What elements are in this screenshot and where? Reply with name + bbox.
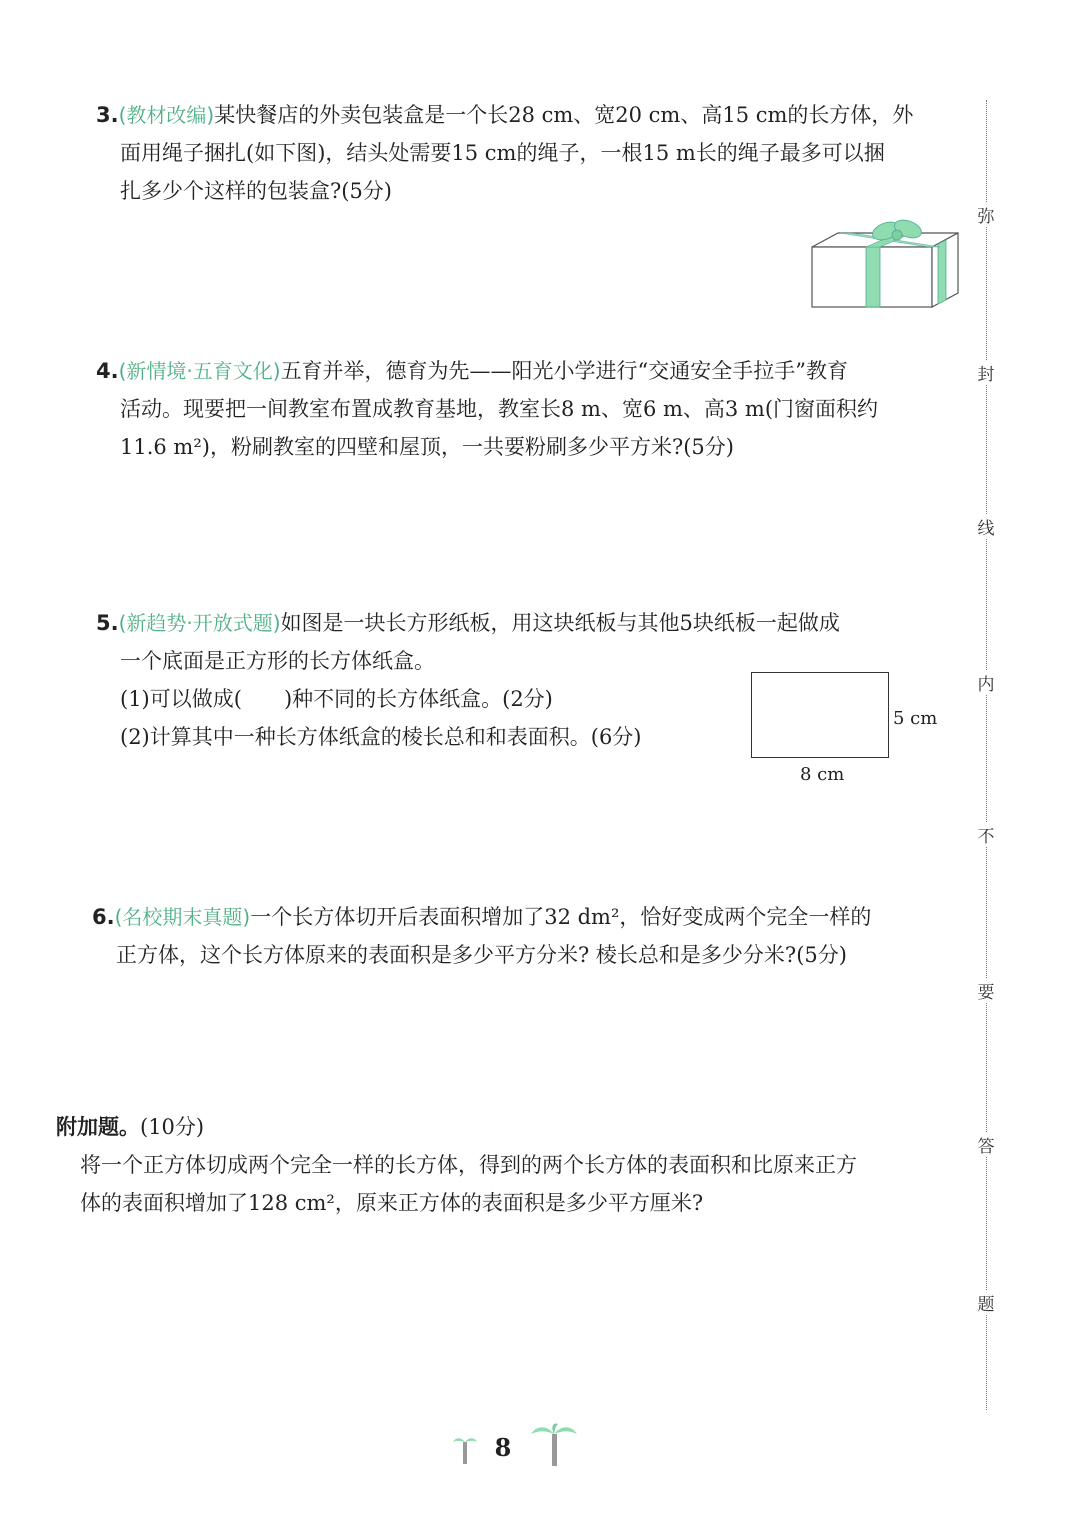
seal-char: 弥: [973, 202, 999, 227]
rectangle-figure: [751, 672, 889, 758]
page-number: 8: [494, 1433, 512, 1462]
question-number: 6.: [92, 905, 115, 929]
seal-char: 不: [973, 822, 999, 847]
question-6-line-2: 正方体，这个长方体原来的表面积是多少平方分米? 棱长总和是多少分米?(5分): [116, 943, 847, 967]
palm-right-icon: [530, 1422, 578, 1468]
question-5-line-2: 一个底面是正方形的长方体纸盒。: [120, 649, 435, 673]
question-3-line-2: 面用绳子捆扎(如下图)，结头处需要15 cm的绳子，一根15 m长的绳子最多可以捆: [120, 141, 885, 165]
bonus-line-2: 体的表面积增加了128 cm²，原来正方体的表面积是多少平方厘米?: [80, 1191, 704, 1215]
question-3-line-3: 扎多少个这样的包装盒?(5分): [120, 179, 393, 203]
question-6-line-1: [92, 898, 871, 936]
seal-line: [986, 100, 987, 1410]
question-tag: (名校期末真题): [114, 905, 251, 929]
question-4: [96, 352, 878, 466]
question-text: 一个长方体切开后表面积增加了32 dm²，恰好变成两个完全一样的: [250, 905, 872, 929]
question-5-line-1: [96, 604, 840, 642]
question-5: [96, 604, 840, 756]
question-6: [92, 898, 871, 974]
question-text: 某快餐店的外卖包装盒是一个长28 cm、宽20 cm、高15 cm的长方体，外: [214, 103, 914, 127]
bonus-heading: 附加题。: [56, 1115, 140, 1139]
question-4-line-1: [96, 352, 878, 390]
question-tag: (教材改编): [118, 103, 215, 127]
question-4-line-2: 活动。现要把一间教室布置成教育基地，教室长8 m、宽6 m、高3 m(门窗面积约: [120, 397, 879, 421]
seal-char: 内: [973, 670, 999, 695]
seal-char: 线: [973, 514, 999, 539]
seal-char: 要: [973, 978, 999, 1003]
question-text: 五育并举，德育为先——阳光小学进行“交通安全手拉手”教育: [280, 359, 849, 383]
bonus-question: [56, 1108, 857, 1222]
question-number: 5.: [96, 611, 119, 635]
bonus-heading-line: [56, 1108, 857, 1146]
question-5-part-2: (2)计算其中一种长方体纸盒的棱长总和和表面积。(6分): [120, 725, 642, 749]
question-tag: (新情境·五育文化): [118, 359, 281, 383]
question-3-line-1: [96, 96, 913, 134]
question-text: 如图是一块长方形纸板，用这块纸板与其他5块纸板一起做成: [280, 611, 840, 635]
question-5-part-1: (1)可以做成( )种不同的长方体纸盒。(2分): [120, 687, 553, 711]
question-number: 4.: [96, 359, 119, 383]
seal-char: 封: [973, 360, 999, 385]
rectangle-width-label: 8 cm: [800, 764, 845, 785]
question-3: [96, 96, 913, 210]
question-tag: (新趋势·开放式题): [118, 611, 281, 635]
question-4-line-3: 11.6 m²)，粉刷教室的四壁和屋顶，一共要粉刷多少平方米?(5分): [120, 435, 734, 459]
seal-char: 题: [973, 1290, 999, 1315]
rectangle-height-label: 5 cm: [893, 708, 938, 729]
bonus-points: (10分): [140, 1115, 205, 1139]
seal-char: 答: [973, 1132, 999, 1157]
bonus-line-1: 将一个正方体切成两个完全一样的长方体，得到的两个长方体的表面积和比原来正方: [80, 1153, 857, 1177]
palm-left-icon: [452, 1432, 478, 1466]
gift-box-figure: [800, 215, 970, 315]
question-number: 3.: [96, 103, 119, 127]
